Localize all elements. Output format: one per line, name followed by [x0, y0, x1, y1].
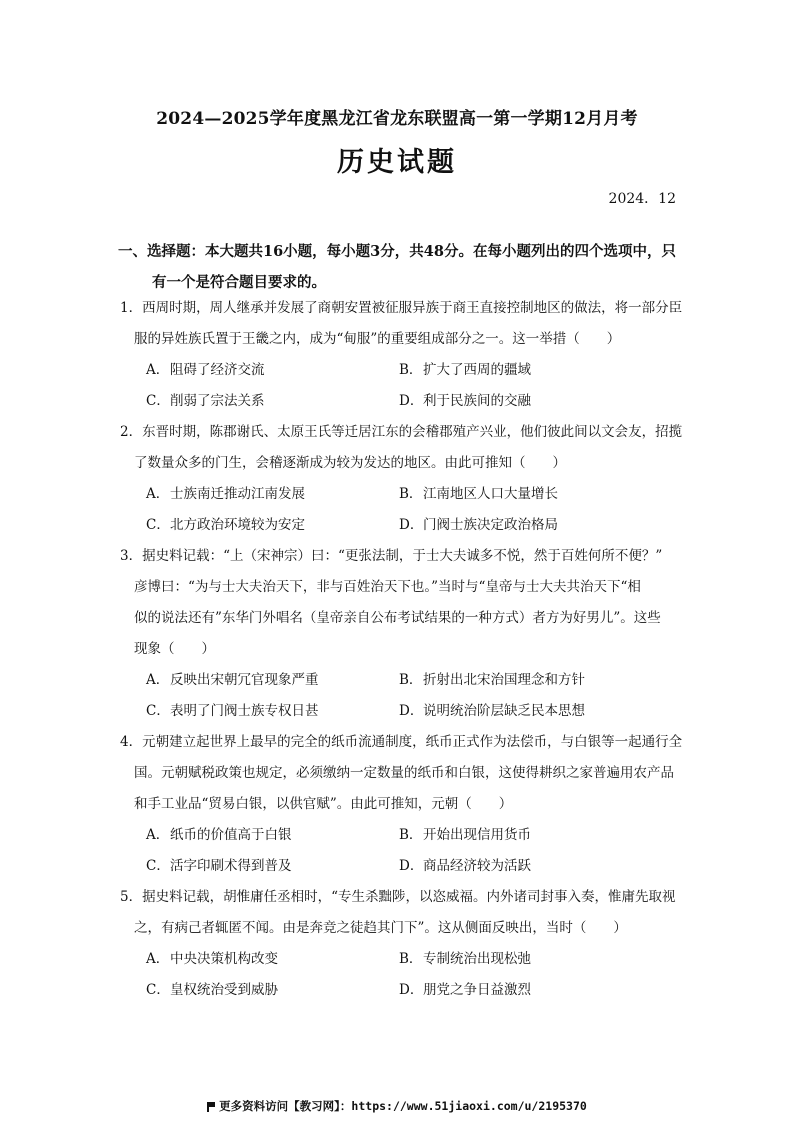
option-text: 活字印刷术得到普及	[170, 858, 292, 874]
question-line: 服的异姓族氏置于王畿之内，成为“甸服”的重要组成部分之一。这一举措（ ）	[134, 331, 621, 347]
question-line: 4．元朝建立起世界上最早的完全的纸币流通制度，纸币正式作为法偿币，与白银等一起通行全	[120, 734, 683, 750]
option-letter: A．	[146, 486, 170, 502]
option-group	[120, 820, 684, 882]
option-text: 阻碍了经济交流	[170, 362, 265, 378]
option-d[interactable]	[399, 696, 585, 727]
question-line: 和手工业品“贸易白银，以供官赋”。由此可推知，元朝（ ）	[134, 796, 513, 812]
option-row	[120, 355, 684, 386]
option-letter: C．	[146, 703, 170, 719]
option-text: 江南地区人口大量增长	[423, 486, 558, 502]
option-d[interactable]	[399, 386, 531, 417]
option-text: 纸币的价值高于白银	[170, 827, 292, 843]
option-row	[120, 851, 684, 882]
option-group	[120, 355, 684, 417]
option-b[interactable]	[399, 944, 531, 975]
question-1	[120, 293, 684, 417]
question-line: 1．西周时期，周人继承并发展了商朝安置被征服异族于商王直接控制地区的做法，将一部分臣	[120, 300, 683, 316]
option-a[interactable]	[146, 479, 305, 510]
section-heading-line-2: 有一个是符合题目要求的。	[152, 274, 326, 291]
option-letter: B．	[399, 486, 423, 502]
question-line: 5．据史料记载，胡惟庸任丞相时，“专生杀黜陟，以恣威福。内外诸司封事入奏，惟庸先取视	[120, 889, 676, 905]
question-3	[120, 541, 684, 727]
option-c[interactable]	[146, 975, 278, 1006]
option-text: 扩大了西周的疆域	[423, 362, 531, 378]
question-stem	[120, 417, 684, 479]
option-a[interactable]	[146, 820, 292, 851]
option-letter: D．	[399, 393, 424, 409]
option-letter: D．	[399, 517, 424, 533]
option-letter: B．	[399, 672, 423, 688]
question-line: 3．据史料记载：“上（宋神宗）曰：“更张法制，于士大夫诚多不悦，然于百姓何所不便？”	[120, 548, 663, 564]
question-line: 似的说法还有”东华门外唱名（皇帝亲自公布考试结果的一种方式）者方为好男儿”。这些	[134, 610, 661, 626]
option-a[interactable]	[146, 355, 265, 386]
option-text: 皇权统治受到威胁	[170, 982, 278, 998]
option-a[interactable]	[146, 665, 319, 696]
flag-icon	[207, 1102, 215, 1111]
option-row	[120, 479, 684, 510]
option-text: 中央决策机构改变	[170, 951, 278, 967]
option-letter: B．	[399, 951, 423, 967]
option-c[interactable]	[146, 386, 265, 417]
option-text: 反映出宋朝冗官现象严重	[170, 672, 319, 688]
option-text: 门阀士族决定政治格局	[423, 517, 558, 533]
option-c[interactable]	[146, 696, 319, 727]
option-d[interactable]	[399, 851, 531, 882]
option-row	[120, 510, 684, 541]
option-text: 表明了门阀士族专权日甚	[170, 703, 319, 719]
footer-text: 更多资料访问【教习网】：https://www.51jiaoxi.com/u/2195370	[219, 1099, 587, 1113]
option-row	[120, 820, 684, 851]
option-text: 利于民族间的交融	[423, 393, 531, 409]
option-b[interactable]	[399, 820, 531, 851]
option-text: 商品经济较为活跃	[423, 858, 531, 874]
question-stem	[120, 293, 684, 355]
question-stem	[120, 882, 684, 944]
option-letter: C．	[146, 858, 170, 874]
exam-date: 2024．12	[608, 191, 676, 207]
section-heading	[118, 236, 678, 298]
question-line: 了数量众多的门生，会稽逐渐成为较为发达的地区。由此可推知（ ）	[134, 455, 566, 471]
option-row	[120, 696, 684, 727]
option-text: 士族南迁推动江南发展	[170, 486, 305, 502]
option-row	[120, 386, 684, 417]
question-line: 现象（ ）	[134, 641, 215, 657]
option-text: 折射出北宋治国理念和方针	[423, 672, 585, 688]
option-c[interactable]	[146, 851, 292, 882]
option-letter: C．	[146, 982, 170, 998]
footer-link[interactable]	[0, 1098, 794, 1114]
subject-title: 历史试题	[337, 147, 457, 178]
option-row	[120, 665, 684, 696]
question-stem	[120, 727, 684, 820]
option-letter: D．	[399, 703, 424, 719]
option-letter: D．	[399, 982, 424, 998]
option-d[interactable]	[399, 975, 531, 1006]
option-letter: D．	[399, 858, 424, 874]
option-letter: A．	[146, 827, 170, 843]
option-group	[120, 665, 684, 727]
option-group	[120, 479, 684, 541]
option-b[interactable]	[399, 665, 585, 696]
option-letter: A．	[146, 362, 170, 378]
option-letter: A．	[146, 951, 170, 967]
option-row	[120, 944, 684, 975]
exam-header-title: 2024—2025学年度黑龙江省龙东联盟高一第一学期12月月考	[156, 109, 638, 129]
option-group	[120, 944, 684, 1006]
option-text: 朋党之争日益激烈	[423, 982, 531, 998]
option-text: 北方政治环境较为安定	[170, 517, 305, 533]
question-4	[120, 727, 684, 882]
option-text: 专制统治出现松弛	[423, 951, 531, 967]
option-b[interactable]	[399, 355, 531, 386]
question-5	[120, 882, 684, 1006]
option-letter: A．	[146, 672, 170, 688]
option-letter: C．	[146, 517, 170, 533]
option-letter: C．	[146, 393, 170, 409]
option-b[interactable]	[399, 479, 558, 510]
option-text: 开始出现信用货币	[423, 827, 531, 843]
option-text: 削弱了宗法关系	[170, 393, 265, 409]
question-line: 彦博曰：“为与士大夫治天下，非与百姓治天下也。”当时与“皇帝与士大夫共治天下“相	[134, 579, 641, 595]
option-d[interactable]	[399, 510, 558, 541]
option-letter: B．	[399, 827, 423, 843]
question-list	[120, 293, 684, 1006]
question-stem	[120, 541, 684, 665]
option-a[interactable]	[146, 944, 278, 975]
question-line: 之，有病己者辄匿不闻。由是奔竞之徒趋其门下”。这从侧面反映出，当时（ ）	[134, 920, 627, 936]
option-letter: B．	[399, 362, 423, 378]
question-line: 国。元朝赋税政策也规定，必须缴纳一定数量的纸币和白银，这使得耕织之家普遍用农产品	[134, 765, 674, 781]
option-row	[120, 975, 684, 1006]
option-text: 说明统治阶层缺乏民本思想	[423, 703, 585, 719]
section-heading-line-1: 一、选择题：本大题共16小题，每小题3分，共48分。在每小题列出的四个选项中，只	[118, 243, 676, 260]
question-line: 2．东晋时期，陈郡谢氏、太原王氏等迁居江东的会稽郡殖产兴业，他们彼此间以文会友，招揽	[120, 424, 683, 440]
question-2	[120, 417, 684, 541]
option-c[interactable]	[146, 510, 305, 541]
